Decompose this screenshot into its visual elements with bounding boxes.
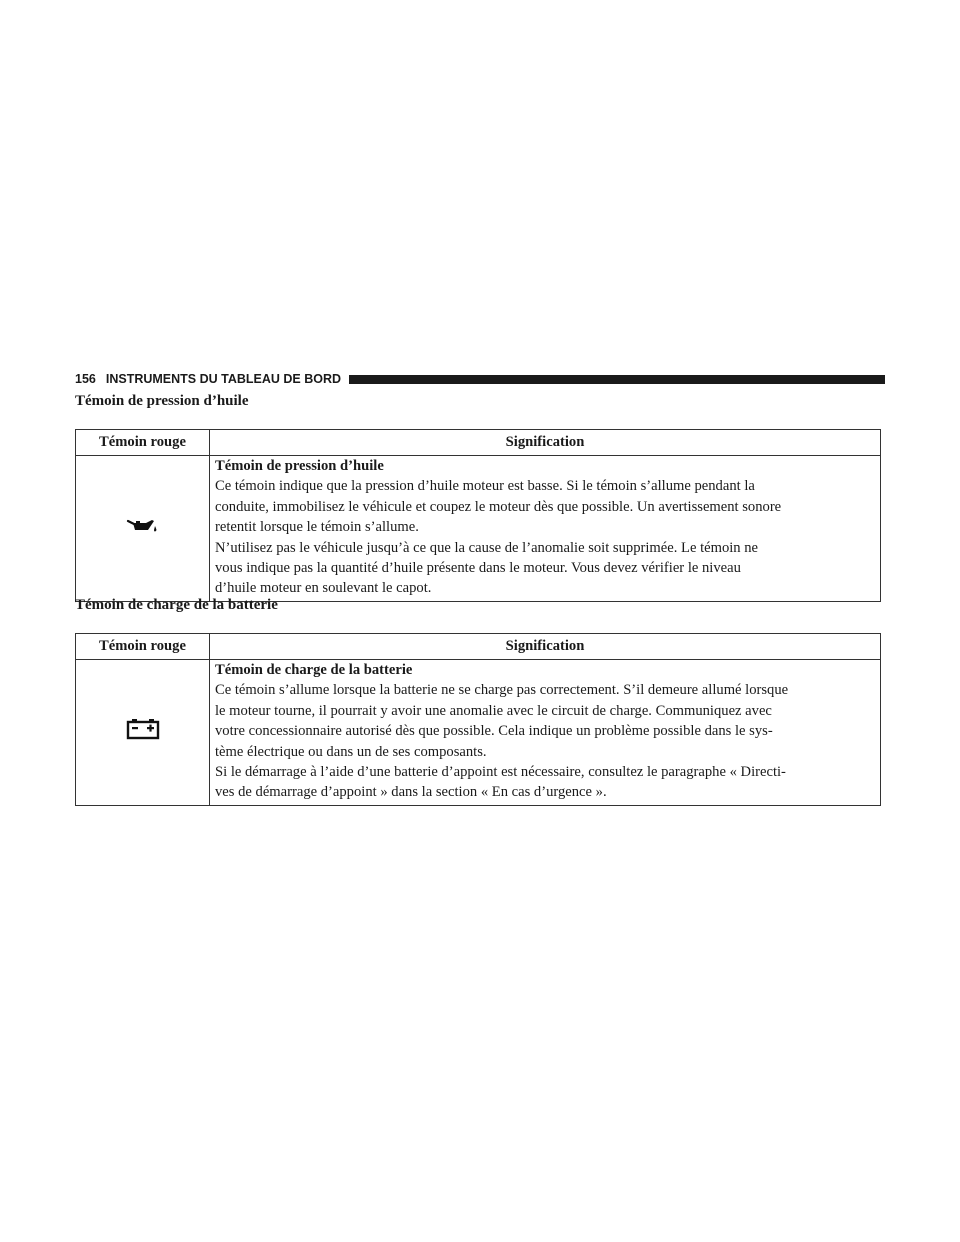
text-line: retentit lorsque le témoin s’allume. xyxy=(215,519,419,536)
oil-can-icon xyxy=(126,517,160,533)
meaning-cell xyxy=(210,456,881,602)
text-line: votre concessionnaire autorisé dès que possible. Cela indique un problème possible dans le sys- xyxy=(215,723,773,740)
battery-charge-table xyxy=(75,633,881,806)
icon-cell xyxy=(76,660,210,806)
row-title: Témoin de charge de la batterie xyxy=(215,662,413,678)
section-title-battery-charge: Témoin de charge de la batterie xyxy=(75,597,278,613)
battery-icon xyxy=(126,718,160,740)
column-header-warning-light: Témoin rouge xyxy=(76,430,210,456)
column-header-warning-light: Témoin rouge xyxy=(76,634,210,660)
column-header-meaning: Signification xyxy=(210,430,881,456)
text-line: vous indique pas la quantité d’huile présente dans le moteur. Vous devez vérifier le niveau xyxy=(215,560,741,577)
table-row xyxy=(76,660,881,806)
table-row xyxy=(76,456,881,602)
text-line: Si le démarrage à l’aide d’une batterie d’appoint est nécessaire, consultez le paragraphe « Directi- xyxy=(215,764,786,781)
text-line: ves de démarrage d’appoint » dans la section « En cas d’urgence ». xyxy=(215,784,607,801)
row-title: Témoin de pression d’huile xyxy=(215,458,384,474)
text-line: conduite, immobilisez le véhicule et coupez le moteur dès que possible. Un avertissement sonore xyxy=(215,498,782,515)
page-number: 156 xyxy=(75,372,96,386)
table-header-row xyxy=(76,634,881,660)
header-rule xyxy=(349,375,885,384)
icon-cell xyxy=(76,456,210,602)
table-header-row xyxy=(76,430,881,456)
oil-pressure-table xyxy=(75,429,881,602)
page-header xyxy=(75,370,885,388)
section-title-oil-pressure: Témoin de pression d’huile xyxy=(75,393,249,409)
chapter-title: INSTRUMENTS DU TABLEAU DE BORD xyxy=(105,372,342,386)
meaning-cell xyxy=(210,660,881,806)
text-line: tème électrique ou dans un de ses composants. xyxy=(215,743,487,760)
text-line: le moteur tourne, il pourrait y avoir une anomalie avec le circuit de charge. Communiquez avec xyxy=(215,702,772,719)
text-line: Ce témoin indique que la pression d’huile moteur est basse. Si le témoin s’allume pendant la xyxy=(215,478,755,495)
text-line: N’utilisez pas le véhicule jusqu’à ce que la cause de l’anomalie soit supprimée. Le témoin ne xyxy=(215,539,759,556)
text-line: d’huile moteur en soulevant le capot. xyxy=(215,580,432,597)
text-line: Ce témoin s’allume lorsque la batterie ne se charge pas correctement. S’il demeure allumé lorsque xyxy=(215,682,789,699)
column-header-meaning: Signification xyxy=(210,634,881,660)
